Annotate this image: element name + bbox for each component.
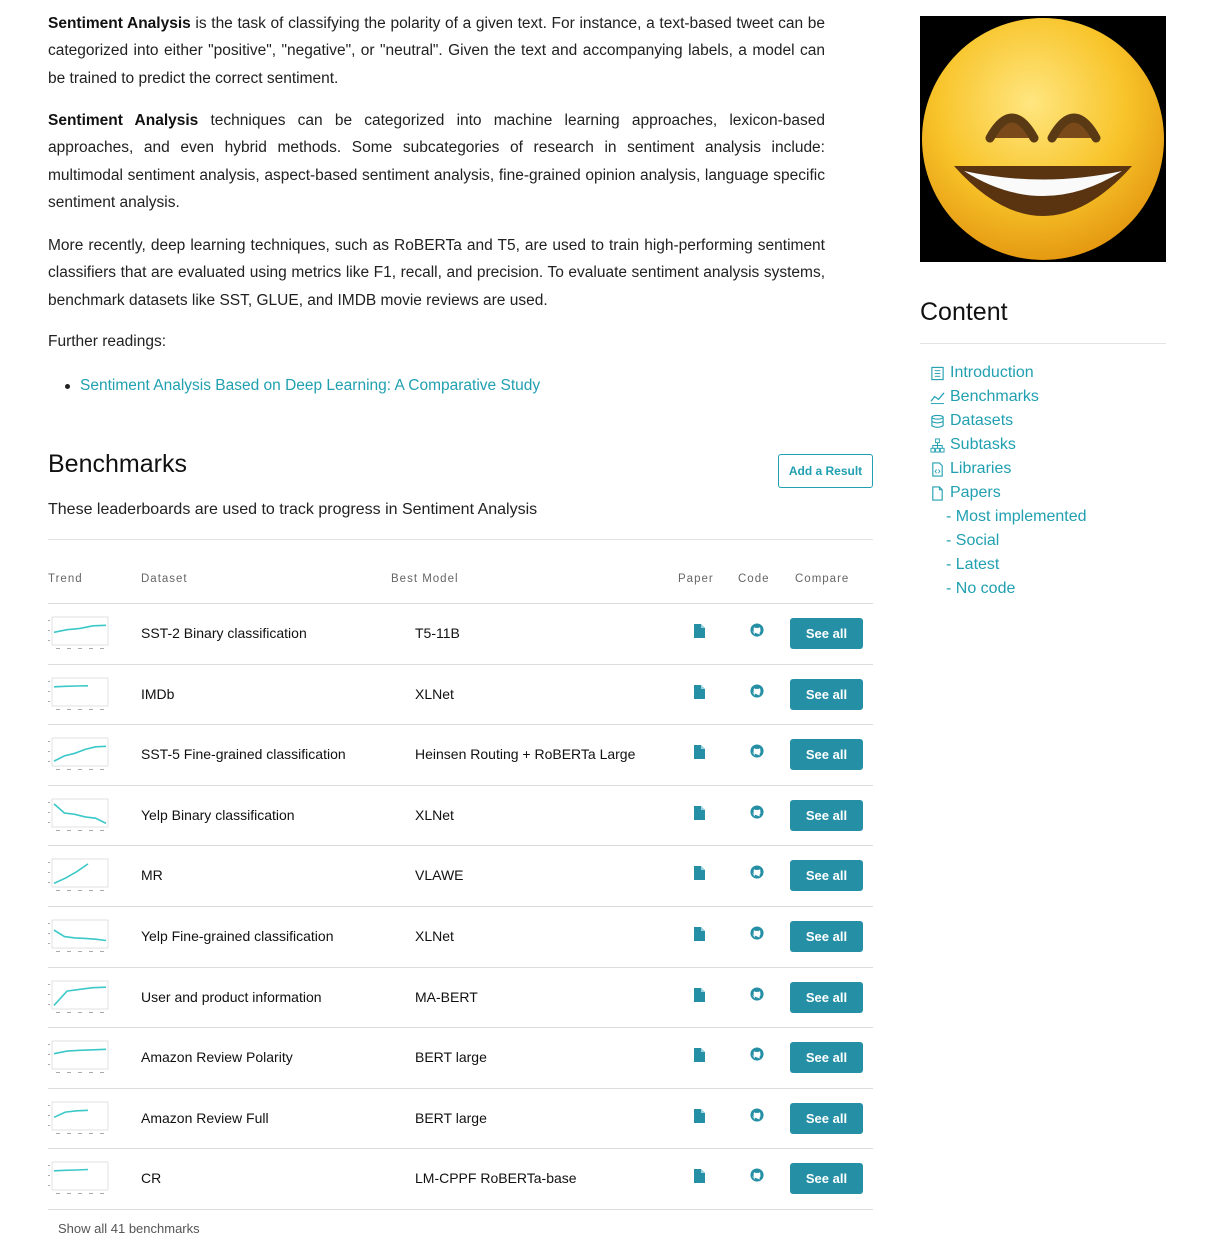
sparkline-tick — [89, 830, 93, 831]
table-row — [48, 1149, 873, 1210]
sparkline-line — [54, 685, 88, 686]
paper-icon-fold — [701, 1169, 705, 1173]
sparkline-tick — [78, 1072, 82, 1073]
paper-icon-shape — [694, 745, 705, 759]
sparkline-tick — [78, 1193, 82, 1194]
see-all-button[interactable]: See all — [790, 1103, 863, 1134]
sparkline-frame — [52, 981, 108, 1009]
sparkline-tick — [100, 1072, 104, 1073]
table-of-contents — [930, 361, 1087, 601]
see-all-button[interactable]: See all — [790, 618, 863, 649]
sparkline-tick — [67, 830, 71, 831]
sparkline-tick — [56, 769, 60, 770]
divider — [48, 539, 873, 540]
table-row — [48, 604, 873, 665]
github-icon[interactable] — [750, 623, 764, 637]
trend-icon — [930, 390, 945, 405]
sparkline-tick — [67, 1072, 71, 1073]
header-dataset: Dataset — [141, 573, 188, 585]
best-model-link[interactable]: XLNet — [415, 685, 454, 702]
github-icon[interactable] — [750, 926, 764, 940]
sparkline-tick — [48, 761, 50, 762]
sparkline-tick — [48, 882, 50, 883]
sparkline-tick — [48, 933, 50, 934]
dataset-link[interactable]: IMDb — [141, 685, 175, 702]
sparkline-tick — [78, 769, 82, 770]
sparkline-tick — [78, 890, 82, 891]
sparkline-tick — [67, 1193, 71, 1194]
trend-sparkline[interactable] — [48, 737, 110, 773]
readings-list — [80, 374, 540, 398]
sparkline-tick — [56, 1133, 60, 1134]
paper-icon-fold — [701, 685, 705, 689]
sparkline-tick — [67, 648, 71, 649]
toc-label: Libraries — [950, 460, 1012, 477]
trend-sparkline[interactable] — [48, 858, 110, 894]
see-all-button[interactable]: See all — [790, 860, 863, 891]
database-icon — [930, 414, 945, 429]
dataset-link[interactable]: Yelp Fine-grained classification — [141, 927, 334, 944]
sparkline-tick — [56, 1072, 60, 1073]
grinning-face-icon — [920, 16, 1166, 262]
paper-icon-shape — [694, 1048, 705, 1062]
paper-icon[interactable] — [693, 1109, 705, 1123]
dataset-link[interactable]: MR — [141, 867, 163, 884]
intro-text: techniques can be categorized into machine learning approaches, lexicon-based approaches, and even hybrid methods. Some subcategories of research in sentiment analysis include: multimodal sentiment analysis, aspect-based sentiment analysis, fine-grained opinion analysis, language specific sentiment analysis. — [48, 112, 825, 211]
toc-label: Datasets — [950, 412, 1014, 429]
sparkline-tick — [48, 1115, 50, 1116]
best-model-link[interactable]: XLNet — [415, 927, 454, 944]
see-all-button[interactable]: See all — [790, 982, 863, 1013]
table-body — [48, 604, 873, 1210]
sparkline-tick — [67, 769, 71, 770]
paper-icon-shape — [694, 1109, 705, 1123]
sparkline-tick — [48, 630, 50, 631]
paper-icon[interactable] — [693, 806, 705, 820]
table-row — [48, 786, 873, 847]
toc-label: Papers — [950, 484, 1001, 501]
header-paper: Paper — [678, 573, 714, 585]
paper-icon-shape — [694, 685, 705, 699]
reading-item — [80, 374, 540, 398]
sparkline-tick — [48, 620, 50, 621]
benchmarks-subtitle: These leaderboards are used to track progress in Sentiment Analysis — [48, 501, 538, 518]
best-model-link[interactable]: BERT large — [415, 1109, 487, 1126]
intro-bold-term: Sentiment Analysis — [48, 112, 199, 129]
toc-label: Introduction — [950, 364, 1034, 381]
dataset-link[interactable]: Amazon Review Polarity — [141, 1049, 293, 1066]
best-model-link[interactable]: Heinsen Routing + RoBERTa Large — [415, 746, 636, 763]
content-title: Content — [920, 298, 1008, 326]
sparkline-tick — [56, 830, 60, 831]
best-model-link[interactable]: VLAWE — [415, 867, 464, 884]
sparkline-tick — [67, 890, 71, 891]
table-row — [48, 1028, 873, 1089]
dataset-link[interactable]: Yelp Binary classification — [141, 806, 295, 823]
table-header — [48, 566, 873, 604]
header-best-model: Best Model — [391, 573, 459, 585]
sparkline-tick — [48, 1175, 50, 1176]
hierarchy-icon — [930, 438, 945, 453]
toc-label: Benchmarks — [950, 388, 1039, 405]
toc-item-papers[interactable] — [930, 481, 1087, 505]
sparkline-tick — [67, 1133, 71, 1134]
sparkline-tick — [48, 984, 50, 985]
table-row — [48, 968, 873, 1029]
github-icon[interactable] — [750, 744, 764, 758]
paper-icon-fold — [701, 1109, 705, 1113]
table-row — [48, 907, 873, 968]
toc-item-introduction[interactable] — [930, 361, 1087, 385]
sparkline-tick — [48, 1165, 50, 1166]
paper-icon-fold — [701, 806, 705, 810]
best-model-link[interactable]: XLNet — [415, 806, 454, 823]
trend-sparkline[interactable] — [48, 798, 110, 834]
code-file-icon — [930, 462, 945, 477]
header-compare: Compare — [795, 573, 850, 585]
sparkline-tick — [56, 1012, 60, 1013]
sparkline-tick — [78, 709, 82, 710]
sparkline-tick — [100, 648, 104, 649]
benchmarks-title: Benchmarks — [48, 450, 187, 478]
trend-sparkline[interactable] — [48, 980, 110, 1016]
sparkline-frame — [52, 1102, 108, 1130]
sparkline-tick — [100, 769, 104, 770]
sparkline-tick — [48, 681, 50, 682]
intro-text: is the task of classifying the polarity of a given text. For instance, a text-based tweet can be categorized into either "positive", "negative", or "neutral". Given the text and accompanying labels, a model can be trained to predict the correct sentiment. — [48, 15, 825, 87]
trend-sparkline[interactable] — [48, 677, 110, 713]
sparkline-tick — [56, 951, 60, 952]
divider — [920, 343, 1166, 344]
paper-icon[interactable] — [693, 927, 705, 941]
see-all-button[interactable]: See all — [790, 1042, 863, 1073]
intro-paragraph-3: More recently, deep learning techniques, such as RoBERTa and T5, are used to train high-performing sentiment classifiers that are evaluated using metrics like F1, recall, and precision. To evaluate sentiment analysis systems, benchmark datasets like SST, GLUE, and IMDB movie reviews are used. — [48, 237, 825, 309]
github-icon[interactable] — [750, 987, 764, 1001]
sparkline-tick — [78, 1012, 82, 1013]
header-code: Code — [738, 573, 770, 585]
file-icon — [930, 486, 945, 501]
sparkline-tick — [100, 890, 104, 891]
toc-item-datasets[interactable] — [930, 409, 1087, 433]
sparkline-tick — [56, 890, 60, 891]
see-all-button[interactable]: See all — [790, 739, 863, 770]
reading-link[interactable]: Sentiment Analysis Based on Deep Learning: A Comparative Study — [80, 377, 541, 394]
toc-label: Subtasks — [950, 436, 1016, 453]
intro-paragraph-2 — [48, 107, 825, 216]
sparkline-tick — [89, 1072, 93, 1073]
sparkline-tick — [100, 830, 104, 831]
table-row — [48, 846, 873, 907]
sparkline-frame — [52, 1041, 108, 1069]
trend-sparkline[interactable] — [48, 1161, 110, 1197]
best-model-link[interactable]: T5-11B — [415, 625, 460, 641]
paper-icon-shape — [694, 866, 705, 880]
sparkline-tick — [67, 1012, 71, 1013]
sparkline-tick — [89, 1133, 93, 1134]
paper-icon[interactable] — [693, 745, 705, 759]
sparkline-frame — [52, 859, 108, 887]
github-icon[interactable] — [750, 1108, 764, 1122]
sparkline-tick — [89, 890, 93, 891]
sparkline-tick — [78, 1133, 82, 1134]
sparkline-frame — [52, 1162, 108, 1190]
table-row — [48, 665, 873, 726]
sparkline-tick — [48, 751, 50, 752]
sparkline-tick — [67, 951, 71, 952]
toc-sub-social[interactable]: - Social — [946, 532, 1000, 549]
paper-icon-shape — [694, 806, 705, 820]
sparkline-tick — [100, 951, 104, 952]
sparkline-tick — [48, 862, 50, 863]
sparkline-tick — [48, 1105, 50, 1106]
add-result-button[interactable]: Add a Result — [778, 454, 873, 488]
paper-icon-shape — [694, 624, 705, 638]
paper-icon-fold — [701, 927, 705, 931]
see-all-button[interactable]: See all — [790, 800, 863, 831]
sparkline-tick — [100, 1133, 104, 1134]
dataset-link[interactable]: CR — [141, 1170, 162, 1187]
sparkline-tick — [48, 1125, 50, 1126]
github-icon[interactable] — [750, 684, 764, 698]
paper-icon-fold — [701, 745, 705, 749]
book-icon — [930, 366, 945, 381]
sparkline-tick — [56, 709, 60, 710]
sparkline-frame — [52, 678, 108, 706]
dataset-link[interactable]: User and product information — [141, 988, 322, 1005]
trend-sparkline[interactable] — [48, 1101, 110, 1137]
sparkline-tick — [100, 1193, 104, 1194]
paper-icon-fold — [701, 1048, 705, 1052]
intro-bold-term: Sentiment Analysis — [48, 15, 191, 32]
paper-icon[interactable] — [693, 1169, 705, 1183]
sparkline-tick — [48, 701, 50, 702]
sparkline-tick — [48, 994, 50, 995]
toc-sub-most-implemented[interactable]: - Most implemented — [946, 508, 1087, 525]
benchmarks-table — [48, 566, 873, 1210]
paper-icon-shape — [694, 988, 705, 1002]
paper-icon-fold — [701, 988, 705, 992]
sparkline-tick — [48, 923, 50, 924]
trend-sparkline[interactable] — [48, 919, 110, 955]
task-emoji-image — [920, 16, 1166, 262]
paper-icon[interactable] — [693, 866, 705, 880]
sparkline-tick — [78, 830, 82, 831]
see-all-button[interactable]: See all — [790, 1163, 863, 1194]
paper-icon[interactable] — [693, 624, 705, 638]
sparkline-tick — [100, 709, 104, 710]
toc-item-benchmarks[interactable] — [930, 385, 1087, 409]
show-all-benchmarks-link[interactable]: Show all 41 benchmarks — [58, 1221, 200, 1236]
toc-item-subtasks[interactable] — [930, 433, 1087, 457]
best-model-link[interactable]: BERT large — [415, 1049, 487, 1066]
sparkline-tick — [78, 951, 82, 952]
paper-icon[interactable] — [693, 1048, 705, 1062]
sparkline-tick — [48, 822, 50, 823]
trend-sparkline[interactable] — [48, 616, 110, 652]
paper-icon-fold — [701, 866, 705, 870]
sparkline-tick — [48, 1044, 50, 1045]
header-trend: Trend — [48, 573, 83, 585]
sparkline-frame — [52, 799, 108, 827]
sparkline-tick — [48, 802, 50, 803]
sparkline-tick — [89, 951, 93, 952]
github-icon[interactable] — [750, 865, 764, 879]
sparkline-tick — [56, 1193, 60, 1194]
sparkline-tick — [89, 1012, 93, 1013]
paper-icon[interactable] — [693, 685, 705, 699]
sparkline-tick — [89, 1193, 93, 1194]
sparkline-tick — [89, 648, 93, 649]
sparkline-tick — [78, 648, 82, 649]
trend-sparkline[interactable] — [48, 1040, 110, 1076]
github-icon[interactable] — [750, 805, 764, 819]
sparkline-tick — [48, 640, 50, 641]
paper-icon-shape — [694, 1169, 705, 1183]
dataset-link[interactable]: SST-5 Fine-grained classification — [141, 746, 346, 763]
sparkline-tick — [48, 1004, 50, 1005]
sparkline-tick — [100, 1012, 104, 1013]
sparkline-tick — [48, 1185, 50, 1186]
sparkline-tick — [89, 709, 93, 710]
best-model-link[interactable]: MA-BERT — [415, 988, 478, 1005]
table-row — [48, 725, 873, 786]
see-all-button[interactable]: See all — [790, 679, 863, 710]
sparkline-tick — [48, 691, 50, 692]
intro-paragraph-1 — [48, 10, 825, 92]
further-readings-label: Further readings: — [48, 333, 167, 350]
github-icon[interactable] — [750, 1047, 764, 1061]
sparkline-tick — [48, 872, 50, 873]
paper-icon[interactable] — [693, 988, 705, 1002]
toc-sub-latest[interactable]: - Latest — [946, 556, 1000, 573]
best-model-link[interactable]: LM-CPPF RoBERTa-base — [415, 1170, 577, 1187]
see-all-button[interactable]: See all — [790, 921, 863, 952]
sparkline-tick — [89, 769, 93, 770]
toc-item-libraries[interactable] — [930, 457, 1087, 481]
dataset-link[interactable]: Amazon Review Full — [141, 1109, 269, 1126]
toc-sub-no-code[interactable]: - No code — [946, 580, 1016, 597]
sparkline-tick — [48, 1064, 50, 1065]
table-row — [48, 1089, 873, 1150]
sparkline-tick — [67, 709, 71, 710]
sparkline-tick — [56, 648, 60, 649]
sparkline-tick — [48, 812, 50, 813]
dataset-link[interactable]: SST-2 Binary classification — [141, 625, 307, 641]
paper-icon-fold — [701, 624, 705, 628]
sparkline-tick — [48, 1054, 50, 1055]
sparkline-tick — [48, 943, 50, 944]
sparkline-tick — [48, 741, 50, 742]
paper-icon-shape — [694, 927, 705, 941]
github-icon[interactable] — [750, 1168, 764, 1182]
